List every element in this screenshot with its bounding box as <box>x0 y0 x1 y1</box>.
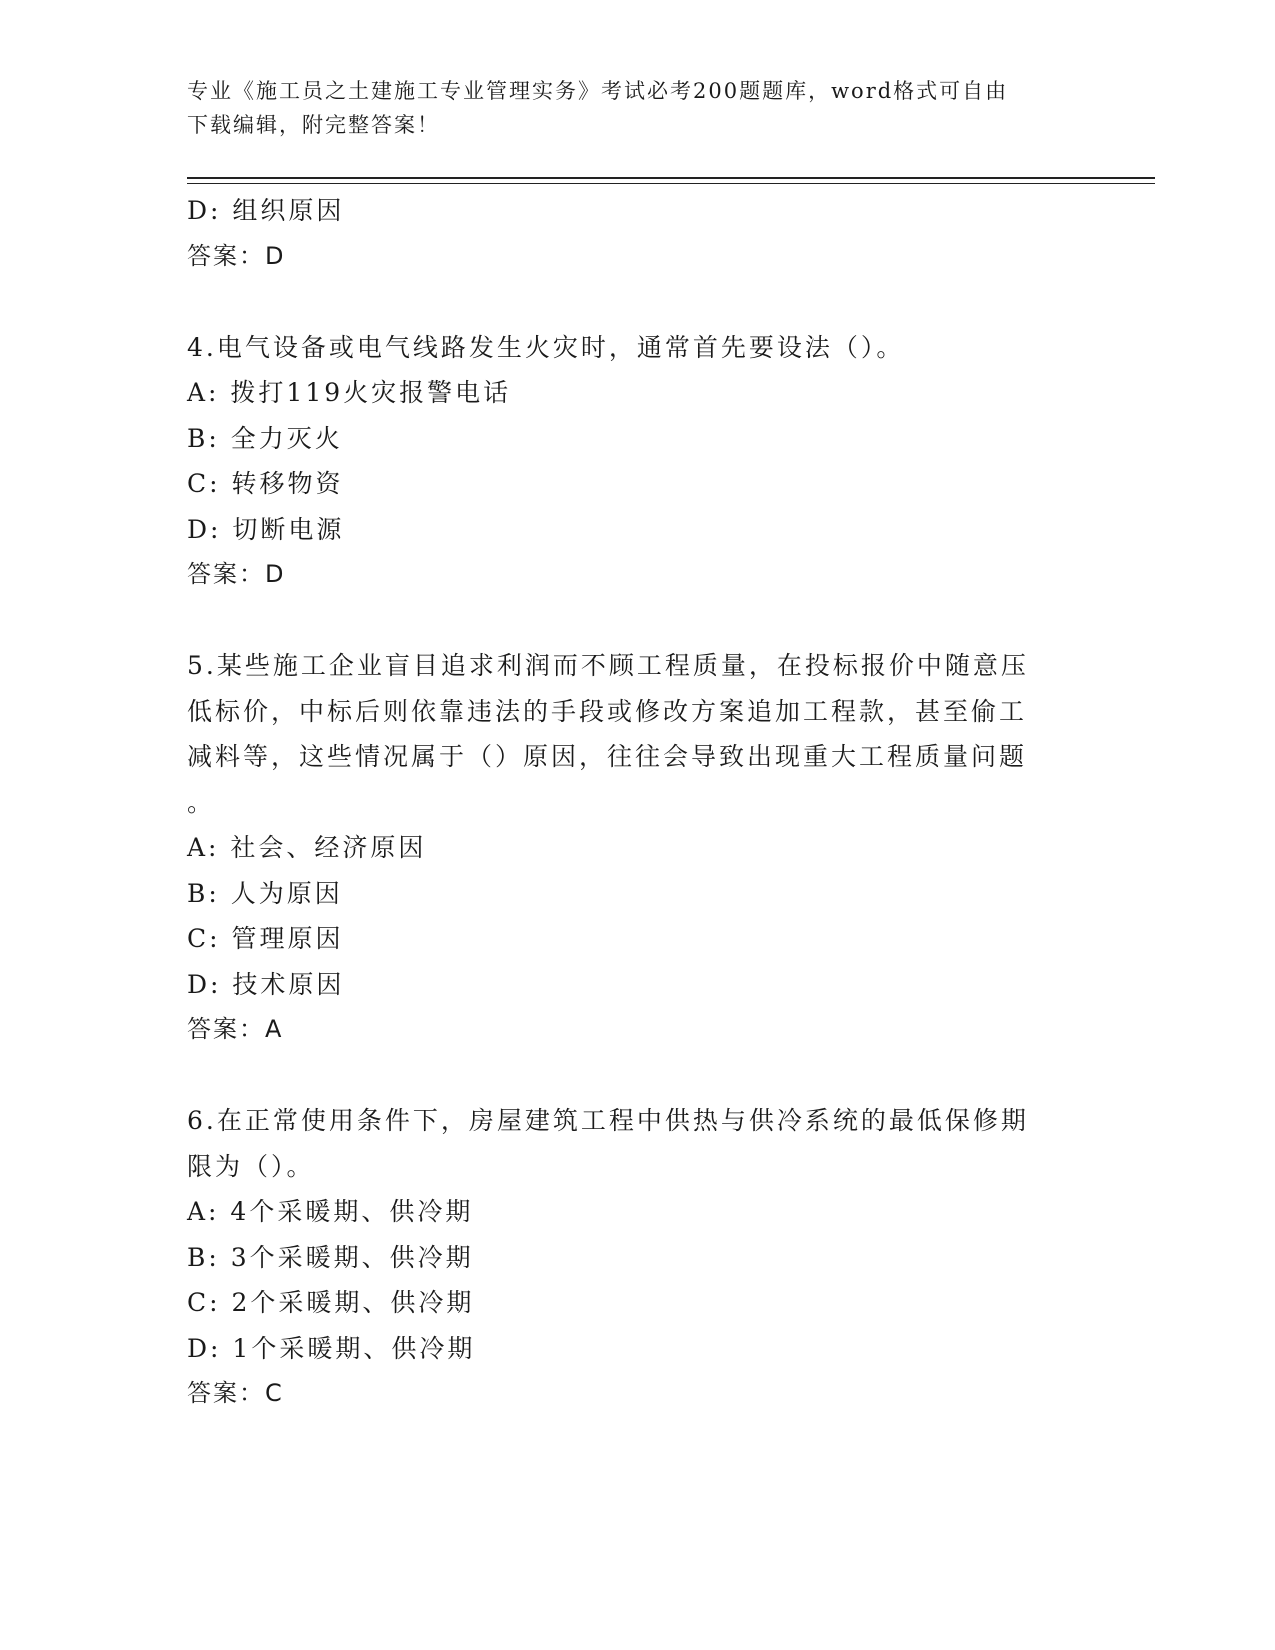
answer-line: 答案：A <box>187 1015 284 1043</box>
question-stem-line: 减料等，这些情况属于（）原因，往往会导致出现重大工程质量问题 <box>187 742 1028 771</box>
option-c: C: 2个采暖期、供冷期 <box>187 1288 475 1317</box>
header-divider-thick <box>187 177 1155 179</box>
spacer <box>187 598 1067 644</box>
option-b: B: 人为原因 <box>187 878 343 908</box>
option-d: D: 组织原因 <box>187 196 345 225</box>
option-d: D: 技术原因 <box>187 969 345 999</box>
answer-line: 答案：C <box>187 1379 284 1407</box>
question-stem-line: 。 <box>187 787 216 817</box>
spacer <box>187 1053 1067 1099</box>
option-a: A: 拨打119火灾报警电话 <box>187 378 512 407</box>
question-stem-line: 低标价，中标后则依靠违法的手段或修改方案追加工程款，甚至偷工 <box>187 696 1028 726</box>
option-b: B: 3个采暖期、供冷期 <box>187 1242 474 1272</box>
option-c: C: 管理原因 <box>187 924 344 953</box>
header-title-line-2: 下载编辑，附完整答案！ <box>187 113 440 137</box>
question-stem-line: 限为（）。 <box>187 1151 315 1181</box>
question-block-6 <box>187 1098 1067 1417</box>
option-d: D: 切断电源 <box>187 514 345 544</box>
option-b: B: 全力灭火 <box>187 423 343 453</box>
option-c: C: 转移物资 <box>187 469 344 498</box>
question-stem-line: 6.在正常使用条件下，房屋建筑工程中供热与供冷系统的最低保修期 <box>187 1106 1029 1135</box>
option-d: D: 1个采暖期、供冷期 <box>187 1333 476 1363</box>
question-list <box>187 188 1067 1417</box>
spacer <box>187 279 1067 325</box>
header-title-line-1: 专业《施工员之土建施工专业管理实务》考试必考200题题库，word格式可自由 <box>187 79 1009 103</box>
question-block-3-tail <box>187 188 1067 279</box>
document-header <box>187 74 1067 142</box>
question-stem: 4.电气设备或电气线路发生火灾时，通常首先要设法（）。 <box>187 332 905 362</box>
question-block-4 <box>187 325 1067 598</box>
answer-line: 答案：D <box>187 241 286 270</box>
header-divider-thin <box>187 183 1155 184</box>
answer-line: 答案：D <box>187 560 286 588</box>
option-a: A: 社会、经济原因 <box>187 833 427 862</box>
question-stem-line: 5.某些施工企业盲目追求利润而不顾工程质量，在投标报价中随意压 <box>187 651 1029 680</box>
option-a: A: 4个采暖期、供冷期 <box>187 1197 474 1226</box>
question-block-5 <box>187 643 1067 1053</box>
